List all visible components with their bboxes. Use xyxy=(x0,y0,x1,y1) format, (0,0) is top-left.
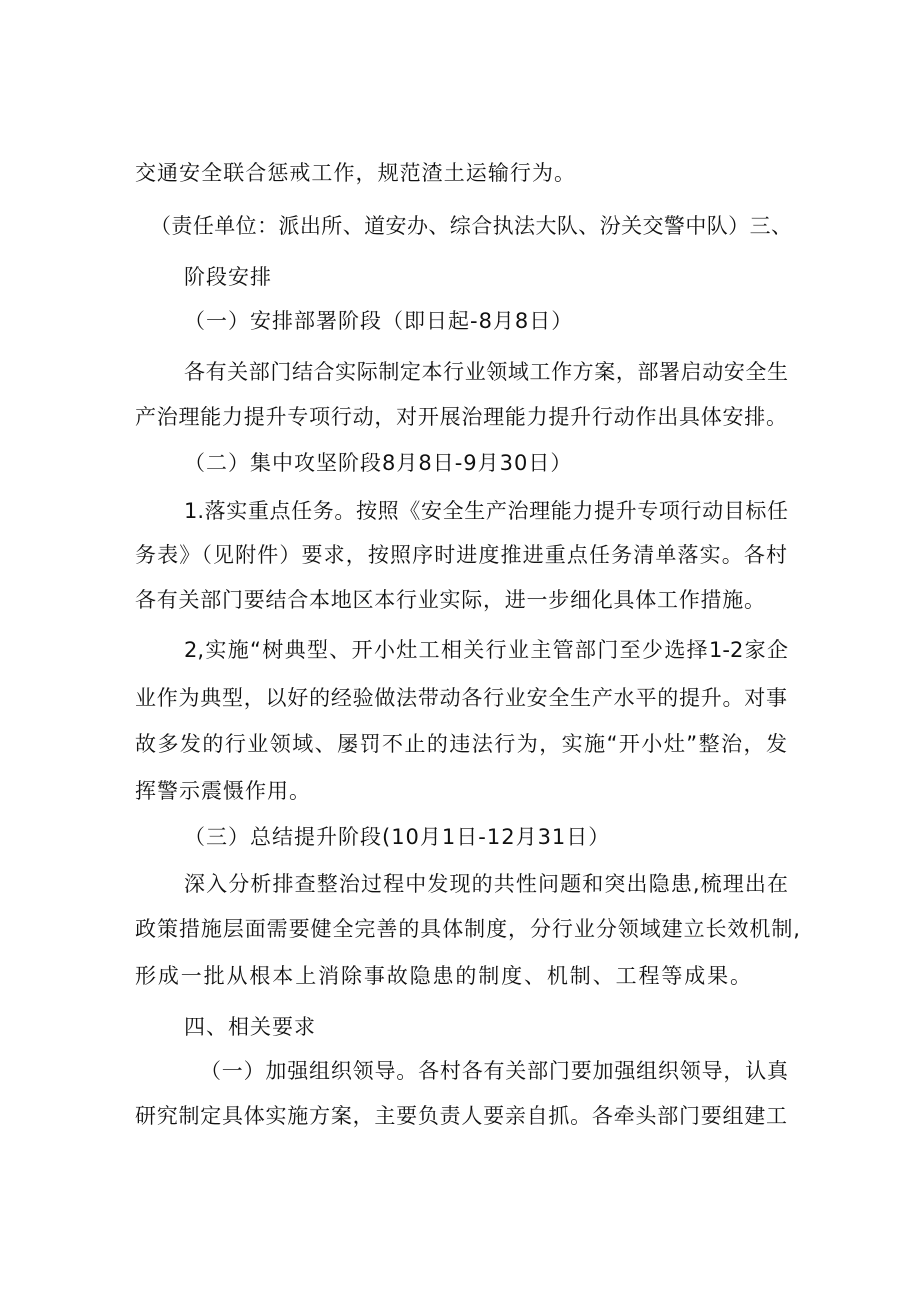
paragraph-line: 各有关部门要结合本地区本行业实际，进一步细化具体工作措施。 xyxy=(135,588,765,612)
paragraph-line: 挥警示震慑作用。 xyxy=(135,779,311,803)
paragraph-line: 深入分析排查整治过程中发现的共性问题和突出隐患,梳理出在 xyxy=(184,872,788,896)
paragraph-line: 政策措施层面需要健全完善的具体制度，分行业分领域建立长效机制, xyxy=(135,917,800,941)
paragraph-line: 2,实施“树典型、开小灶工相关行业主管部门至少选择1-2家企 xyxy=(184,638,788,662)
section-heading: 四、相关要求 xyxy=(184,1015,316,1039)
paragraph-line: 研究制定具体实施方案，主要负责人要亲自抓。各牵头部门要组建工 xyxy=(135,1104,787,1128)
paragraph-line: 各有关部门结合实际制定本行业领域工作方案，部署启动安全生 xyxy=(184,360,788,384)
paragraph-line: 产治理能力提升专项行动，对开展治理能力提升行动作出具体安排。 xyxy=(135,405,787,429)
paragraph-line: 业作为典型，以好的经验做法带动各行业安全生产水平的提升。对事 xyxy=(135,686,787,710)
paragraph-line: 务表》（见附件）要求，按照序时进度推进重点任务清单落实。各村 xyxy=(135,543,787,567)
paragraph-line: （责任单位：派出所、道安办、综合执法大队、汾关交警中队）三、 xyxy=(150,214,792,238)
paragraph-line: 形成一批从根本上消除事故隐患的制度、机制、工程等成果。 xyxy=(135,964,751,988)
subsection-heading: （三）总结提升阶段(10月1日-12月31日） xyxy=(184,825,611,849)
section-heading: 阶段安排 xyxy=(184,265,272,289)
paragraph-line: 交通安全联合惩戒工作，规范渣土运输行为。 xyxy=(135,161,575,185)
paragraph-line: 故多发的行业领域、屡罚不止的违法行为，实施“开小灶”整治，发 xyxy=(135,732,787,756)
paragraph-line: 1.落实重点任务。按照《安全生产治理能力提升专项行动目标任 xyxy=(184,499,788,523)
paragraph-line: （一）加强组织领导。各村各有关部门要加强组织领导，认真 xyxy=(200,1059,788,1083)
subsection-heading: （二）集中攻坚阶段8月8日-9月30日） xyxy=(184,451,573,475)
subsection-heading: （一）安排部署阶段（即日起-8月8日） xyxy=(184,309,574,333)
